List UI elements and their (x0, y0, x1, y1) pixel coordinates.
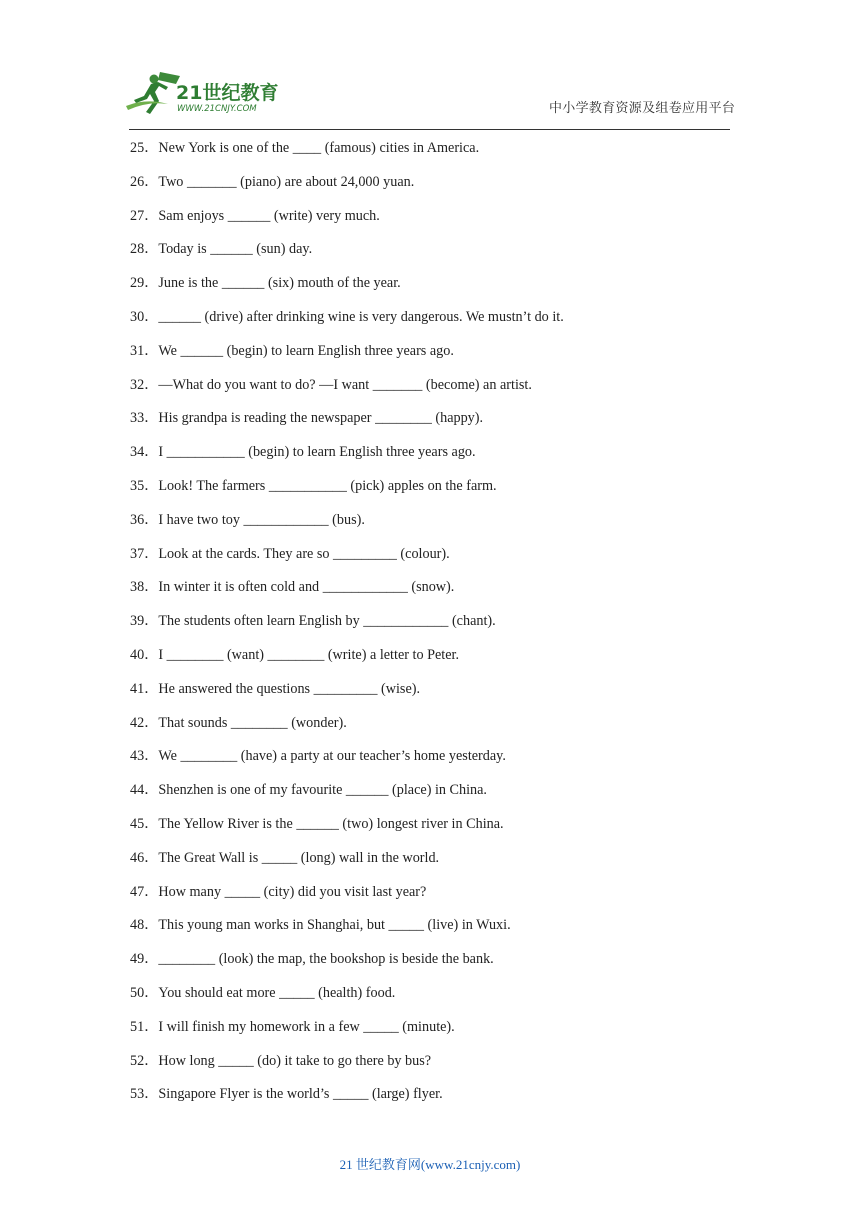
question-number: 48． (130, 917, 159, 934)
question-number: 35． (130, 477, 159, 494)
question-number: 49． (130, 951, 159, 968)
question-number: 38． (130, 579, 159, 596)
question-text: Sam enjoys ______ (write) very much. (158, 207, 380, 224)
question-text: I will finish my homework in a few _____ (minute). (158, 1018, 455, 1035)
question-number: 27． (130, 207, 159, 224)
question-item (130, 949, 740, 983)
question-item (130, 442, 740, 476)
question-number: 47． (130, 883, 159, 900)
question-item (130, 645, 740, 679)
question-number: 44． (130, 782, 159, 799)
question-item (130, 611, 740, 645)
header-divider (129, 129, 730, 130)
question-text: I have two toy ____________ (bus). (158, 511, 365, 528)
question-text: New York is one of the ____ (famous) cities in America. (158, 140, 480, 156)
question-text: This young man works in Shanghai, but _____ (live) in Wuxi. (158, 917, 511, 934)
question-number: 43． (130, 748, 159, 765)
question-number: 53． (130, 1086, 159, 1103)
question-number: 52． (130, 1052, 159, 1069)
question-number: 42． (130, 714, 159, 731)
question-item (130, 273, 740, 307)
question-text: Today is ______ (sun) day. (158, 241, 313, 258)
question-item (130, 915, 740, 949)
question-number: 41． (130, 680, 159, 697)
question-number: 51． (130, 1018, 159, 1035)
question-number: 34． (130, 444, 159, 461)
question-item (130, 746, 740, 780)
question-item (130, 206, 740, 240)
logo-url: WWW.21CNJY.COM (177, 104, 257, 114)
question-number: 26． (130, 173, 159, 190)
logo-wordmark: 21世纪教育 (176, 82, 279, 104)
question-item (130, 679, 740, 713)
question-item (130, 713, 740, 747)
question-number: 33． (130, 410, 159, 427)
question-item (130, 375, 740, 409)
question-item (130, 1017, 740, 1051)
question-text: ______ (drive) after drinking wine is very dangerous. We mustn’t do it. (158, 308, 564, 325)
question-item (130, 983, 740, 1017)
question-item (130, 172, 740, 206)
question-text: Two _______ (piano) are about 24,000 yuan. (158, 173, 415, 190)
question-number: 50． (130, 984, 159, 1001)
question-item (130, 814, 740, 848)
question-item (130, 780, 740, 814)
question-item (130, 1051, 740, 1085)
question-item (130, 476, 740, 510)
runner-logo-icon (124, 70, 294, 116)
question-text: I ___________ (begin) to learn English three years ago. (158, 444, 476, 461)
question-item (130, 239, 740, 273)
question-number: 29． (130, 275, 159, 292)
question-text: ________ (look) the map, the bookshop is beside the bank. (158, 951, 494, 968)
question-text: —What do you want to do? —I want _______ (become) an artist. (158, 376, 532, 393)
question-number: 40． (130, 646, 159, 663)
question-number: 28． (130, 241, 159, 258)
question-text: You should eat more _____ (health) food. (158, 984, 396, 1001)
question-number: 36． (130, 511, 159, 528)
question-number: 37． (130, 545, 159, 562)
question-text: In winter it is often cold and ____________ (snow). (158, 579, 455, 596)
question-item (130, 882, 740, 916)
question-number: 30． (130, 308, 159, 325)
question-text: That sounds ________ (wonder). (158, 714, 347, 731)
question-text: Look! The farmers ___________ (pick) apples on the farm. (158, 477, 497, 494)
question-number: 46． (130, 849, 159, 866)
site-logo[interactable] (124, 70, 294, 116)
question-number: 31． (130, 342, 159, 359)
question-text: Look at the cards. They are so _________ (colour). (158, 545, 450, 562)
question-item (130, 510, 740, 544)
question-number: 32． (130, 376, 159, 393)
question-text: He answered the questions _________ (wise). (158, 680, 421, 697)
page-footer[interactable]: 21 世纪教育网(www.21cnjy.com) (339, 1157, 521, 1172)
question-text: His grandpa is reading the newspaper ________ (happy). (158, 410, 484, 427)
question-text: How many _____ (city) did you visit last year? (158, 883, 427, 900)
question-text: We ______ (begin) to learn English three years ago. (158, 342, 454, 359)
question-text: How long _____ (do) it take to go there by bus? (158, 1052, 432, 1069)
platform-tagline: 中小学教育资源及组卷应用平台 (549, 101, 736, 116)
question-number: 25． (130, 140, 159, 156)
question-text: Shenzhen is one of my favourite ______ (place) in China. (158, 782, 487, 799)
question-item (130, 138, 740, 172)
question-list (130, 138, 740, 1118)
question-text: The Yellow River is the ______ (two) longest river in China. (158, 815, 504, 832)
question-text: I ________ (want) ________ (write) a letter to Peter. (158, 646, 460, 663)
question-item (130, 1084, 740, 1118)
question-item (130, 307, 740, 341)
page-header (0, 0, 860, 132)
question-text: Singapore Flyer is the world’s _____ (large) flyer. (158, 1086, 443, 1103)
question-item (130, 341, 740, 375)
question-item (130, 848, 740, 882)
question-item (130, 408, 740, 442)
question-item (130, 577, 740, 611)
question-item (130, 544, 740, 578)
question-text: The students often learn English by ____________ (chant). (158, 613, 496, 630)
question-number: 45． (130, 815, 159, 832)
question-text: The Great Wall is _____ (long) wall in the world. (158, 849, 440, 866)
question-text: We ________ (have) a party at our teacher’s home yesterday. (158, 748, 506, 765)
question-number: 39． (130, 613, 159, 630)
question-text: June is the ______ (six) mouth of the year. (158, 275, 401, 292)
